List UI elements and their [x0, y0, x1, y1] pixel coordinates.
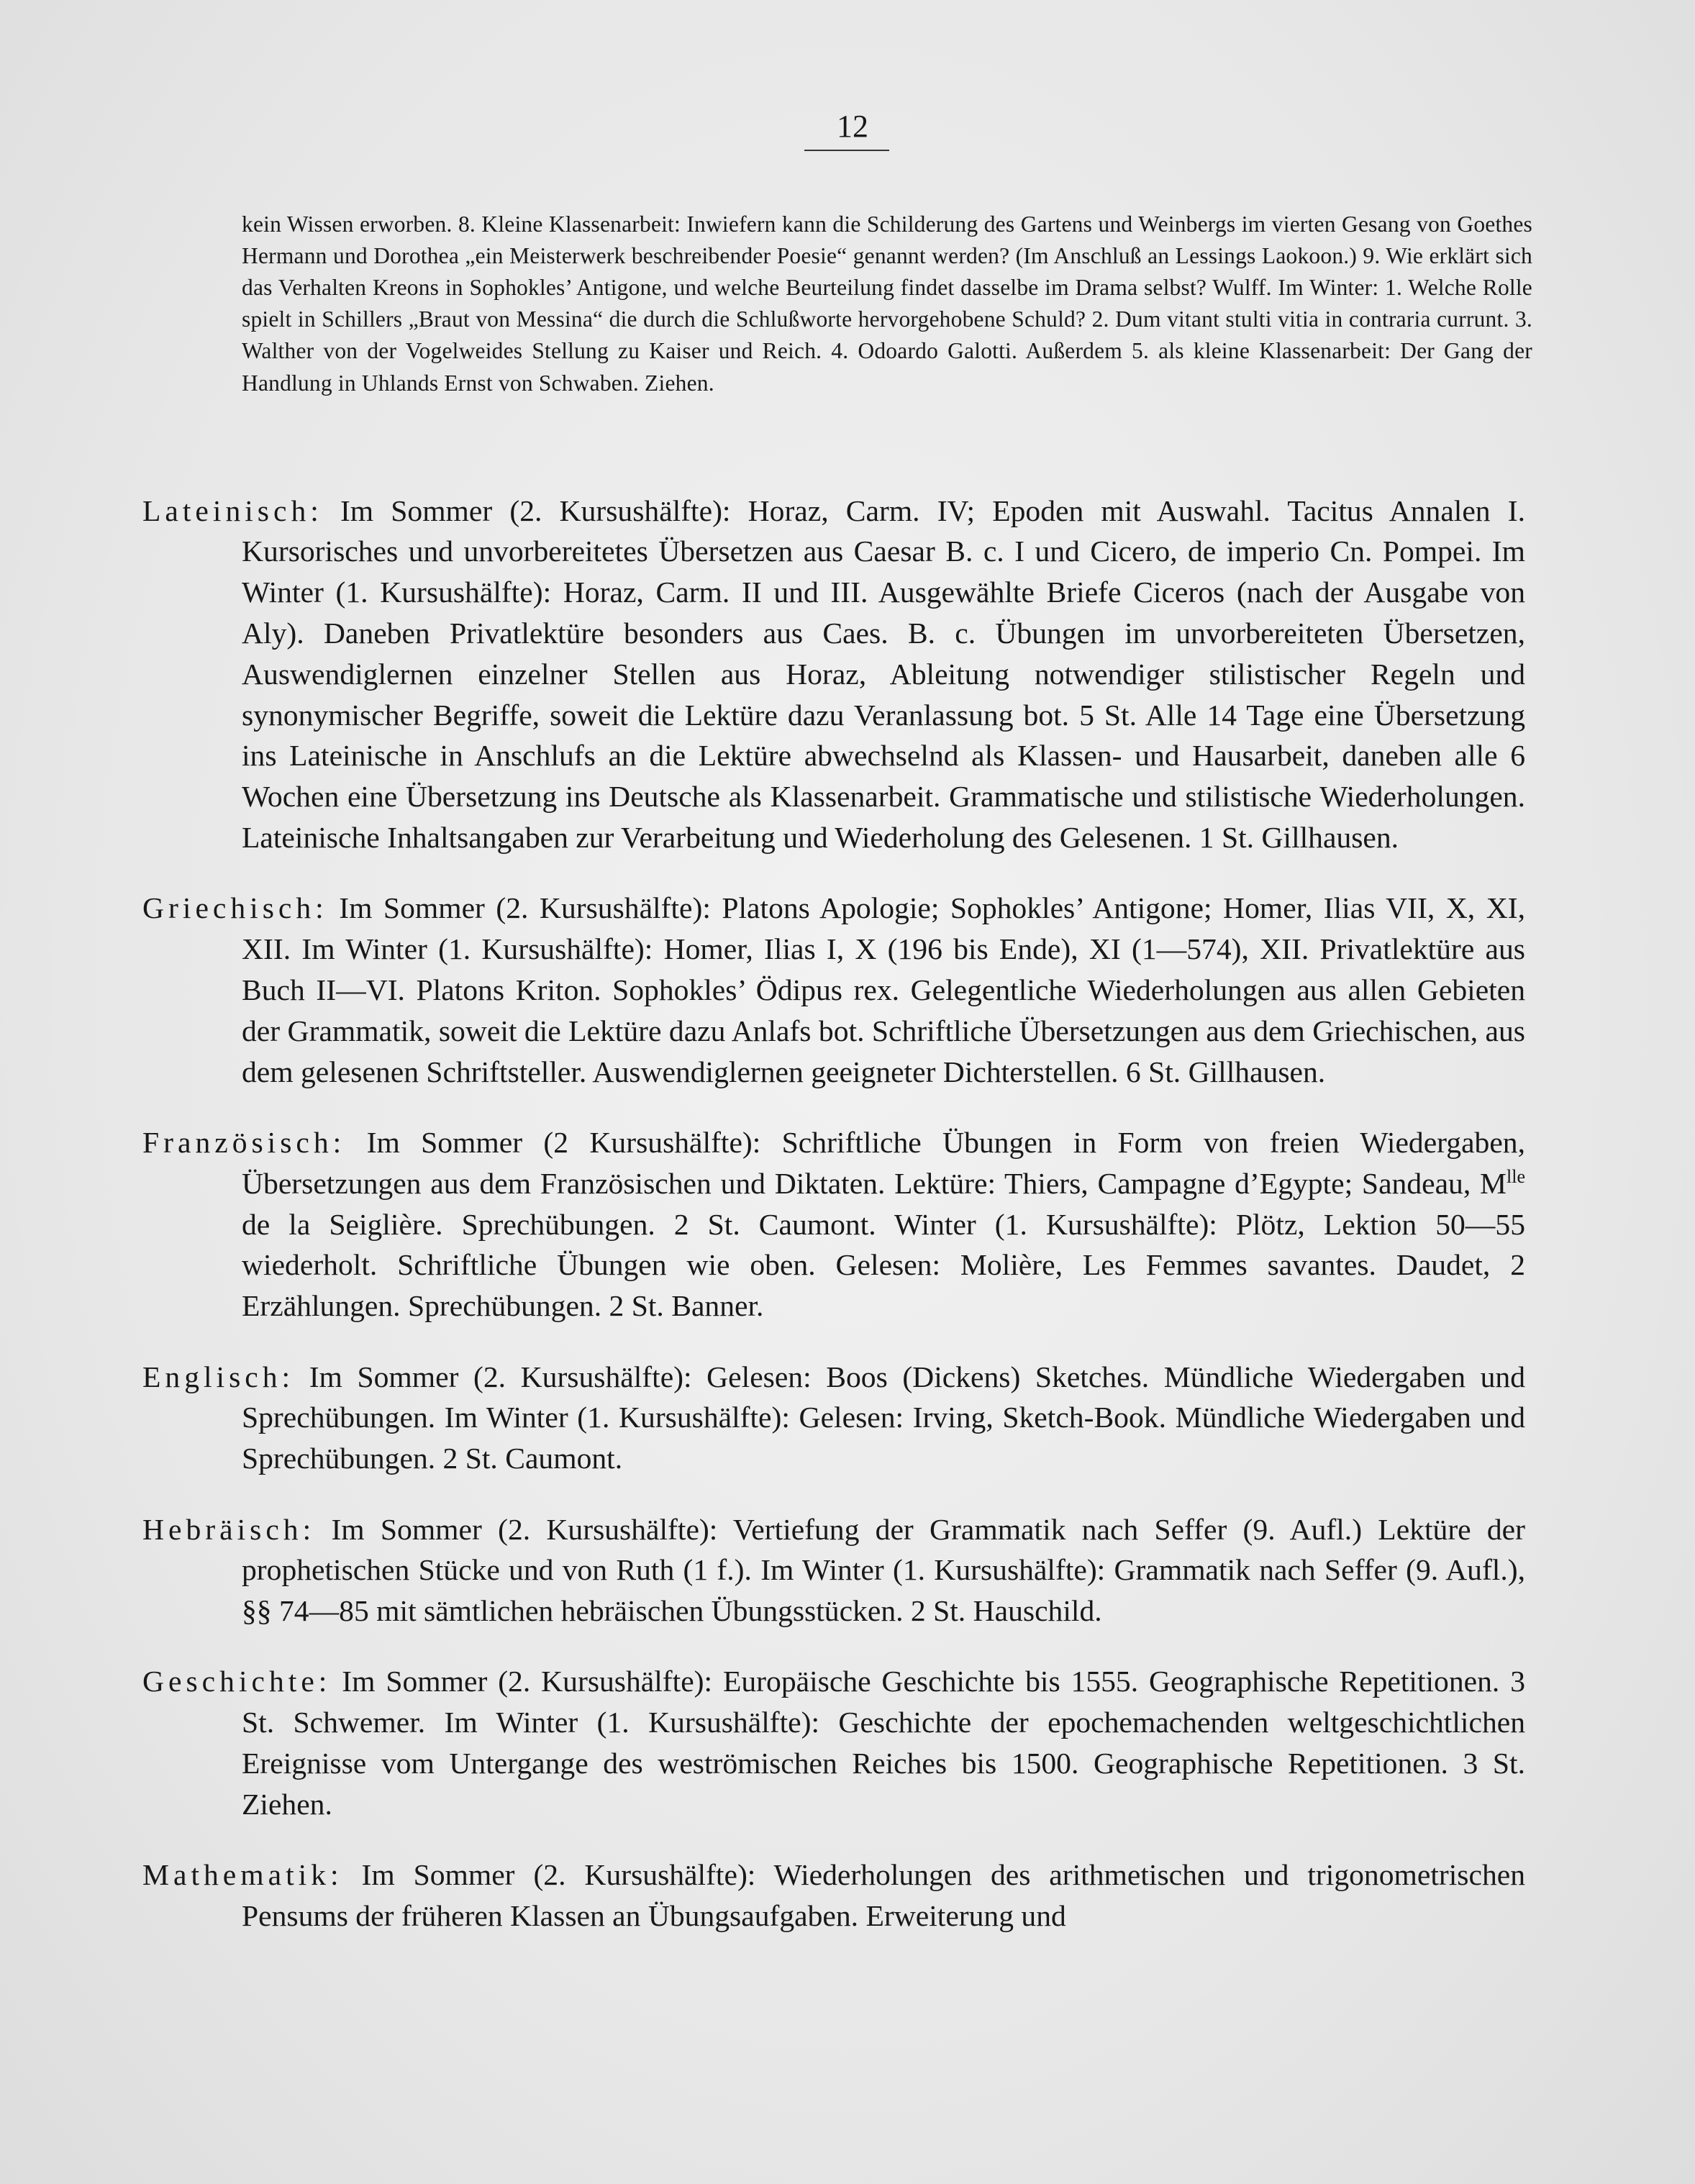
subject-text: Im Sommer (2. Kursushälfte): Horaz, Carm. IV; Epoden mit Auswahl. Tacitus Annalen I. Kursorisches und unvorbereitetes Übersetzen aus Caesar B. c. I und Cicero, de imperio Cn. Pompei. Im Winter (1. Kursushälfte): Horaz, Carm. II und III. Ausgewählte Briefe Ciceros (nach der Ausgabe von Aly). Daneben Privatlektüre besonders aus Caes. B. c. Übungen im unvorbereiteten Übersetzen, Auswendiglernen einzelner Stellen aus Horaz, Ableitung notwendiger stilistischer Regeln und synonymischer Begriffe, soweit die Lektüre dazu Veranlassung bot. 5 St. Alle 14 Tage eine Übersetzung ins Lateinische in Anschlufs an die Lektüre abwechselnd als Klassen- und Hausarbeit, daneben alle 6 Wochen eine Übersetzung ins Deutsche als Klassenarbeit. Grammatische und stilistische Wiederholungen. Lateinische Inhaltsangaben zur Verarbeitung und Wiederholung des Gelesenen. 1 St. Gillhausen.: [242, 493, 1525, 854]
subject-greek: [142, 888, 1525, 1092]
subject-french: [142, 1122, 1525, 1327]
subject-text: Im Sommer (2. Kursushälfte): Europäische Geschichte bis 1555. Geographische Repetitionen. 3 St. Schwemer. Im Winter (1. Kursushälfte): Geschichte der epochemachenden weltgeschichtlichen Ereignisse vom Untergange des weströmischen Reiches bis 1500. Geographische Repetitionen. 3 St. Ziehen.: [242, 1665, 1526, 1821]
subject-text: Im Sommer (2 Kursushälfte): Schriftliche Übungen in Form von freien Wiedergaben, Übersetzungen aus dem Französischen und Diktaten. Lektüre: Thiers, Campagne d’Egypte; Sandeau, M: [242, 1125, 1525, 1200]
subject-name: Lateinisch:: [142, 493, 323, 527]
subject-name: Mathematik:: [142, 1858, 343, 1892]
subject-list: [142, 460, 1525, 1979]
subject-history: [142, 1661, 1525, 1824]
subject-english: [142, 1357, 1525, 1479]
subject-text: Im Sommer (2. Kursushälfte): Vertiefung der Grammatik nach Seffer (9. Aufl.) Lektüre der prophetischen Stücke und von Ruth (1 f.). Im Winter (1. Kursushälfte): Grammatik nach Seffer (9. Aufl.), §§ 74—85 mit sämtlichen hebräischen Übungsstücken. 2 St. Hauschild.: [242, 1512, 1525, 1628]
subject-mathematics: [142, 1855, 1525, 1977]
subject-text: Im Sommer (2. Kursushälfte): Wiederholungen des arithmetischen und trigonometrischen Pensums der früheren Klassen an Übungsaufgaben. Erweiterung und: [242, 1858, 1525, 1933]
subject-name: Englisch:: [142, 1360, 295, 1393]
subject-name: Griechisch:: [142, 891, 328, 925]
subject-hebrew: [142, 1509, 1525, 1632]
subject-name: Hebräisch:: [142, 1512, 316, 1546]
subject-text: Im Sommer (2. Kursushälfte): Platons Apologie; Sophokles’ Antigone; Homer, Ilias VII, X, XI, XII. Im Winter (1. Kursushälfte): Homer, Ilias I, X (196 bis Ende), XI (1—574), XII. Privatlektüre aus Buch II—VI. Platons Kriton. Sophokles’ Ödipus rex. Gelegentliche Wiederholungen aus allen Gebieten der Grammatik, soweit die Lektüre dazu Anlafs bot. Schriftliche Übersetzungen aus dem Griechischen, aus dem gelesenen Schriftsteller. Auswendiglernen geeigneter Dichterstellen. 6 St. Gillhausen.: [242, 891, 1525, 1088]
intro-paragraph: kein Wissen erworben. 8. Kleine Klassenarbeit: Inwiefern kann die Schilderung des Gartens und Weinbergs im vierten Gesang von Goethes Hermann und Dorothea „ein Meisterwerk beschreibender Poesie“ genannt werden? (Im Anschluß an Lessings Laokoon.) 9. Wie erklärt sich das Verhalten Kreons in Sophokles’ Antigone, und welche Beurteilung findet dasselbe im Drama selbst? Wulff. Im Winter: 1. Welche Rolle spielt in Schillers „Braut von Messina“ die durch die Schlußworte hervorgehobene Schuld? 2. Dum vitant stulti vitia in contraria currunt. 3. Walther von der Vogelweides Stellung zu Kaiser und Reich. 4. Odoardo Galotti. Außerdem 5. als kleine Klassenarbeit: Der Gang der Handlung in Uhlands Ernst von Schwaben. Ziehen.: [242, 211, 1532, 396]
superscript-lle: lle: [1507, 1165, 1525, 1187]
subject-name: Französisch:: [142, 1125, 346, 1159]
subject-name: Geschichte:: [142, 1665, 332, 1698]
subject-text: Im Sommer (2. Kursushälfte): Gelesen: Boos (Dickens) Sketches. Mündliche Wiedergaben und Sprechübungen. Im Winter (1. Kursushälfte): Gelesen: Irving, Sketch-Book. Mündliche Wiedergaben und Sprechübungen. 2 St. Caumont.: [242, 1360, 1525, 1475]
subject-latin: [142, 491, 1525, 858]
subject-text-continued: de la Seiglière. Sprechübungen. 2 St. Caumont. Winter (1. Kursushälfte): Plötz, Lektion 50—55 wiederholt. Schriftliche Übungen wie oben. Gelesen: Molière, Les Femmes savantes. Daudet, 2 Erzählungen. Sprechübungen. 2 St. Banner.: [242, 1207, 1525, 1323]
page-number-rule: [804, 150, 889, 151]
page-number: 12: [837, 109, 868, 144]
